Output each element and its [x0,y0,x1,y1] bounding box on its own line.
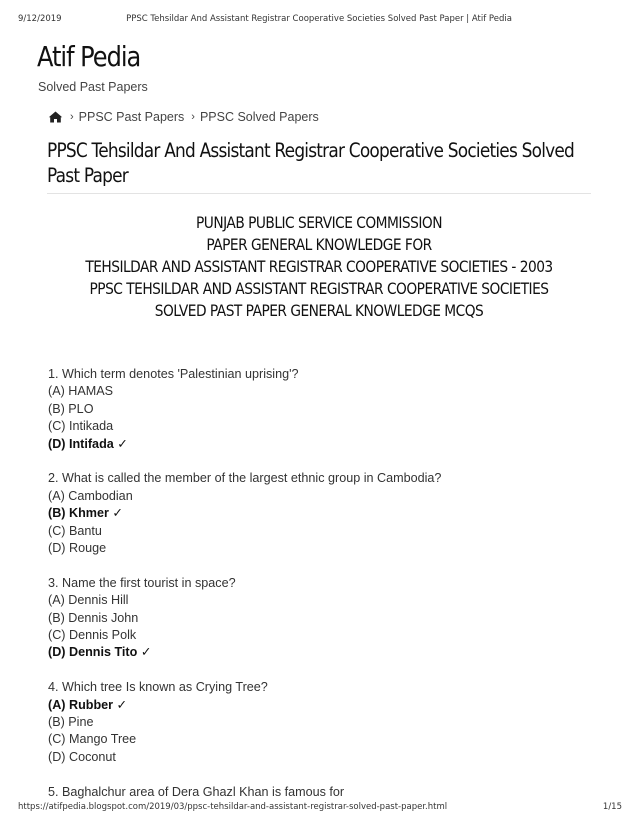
breadcrumb-ppsc-past-papers[interactable]: PPSC Past Papers [78,110,185,124]
answer-option: (B) Pine [48,715,94,730]
mcq-list [48,366,608,818]
breadcrumb-separator: › [191,111,195,123]
question-text: 5. Baghalchur area of Dera Ghazl Khan is famous for [48,784,345,799]
correct-answer-option: (D) Dennis Tito ✓ [48,645,152,660]
print-page-number: 1/15 [602,802,622,812]
heading-line: PAPER GENERAL KNOWLEDGE FOR [206,235,432,254]
answer-option: (D) Coconut [48,749,116,764]
breadcrumb-ppsc-solved-papers[interactable]: PPSC Solved Papers [199,110,319,124]
heading-line: TEHSILDAR AND ASSISTANT REGISTRAR COOPERATIVE SOCIETIES - 2003 [85,257,553,276]
answer-option: (C) Bantu [48,523,102,538]
mcq-item [48,470,608,557]
mcq-item [48,366,608,453]
heading-line: SOLVED PAST PAPER GENERAL KNOWLEDGE MCQS [154,301,484,320]
title-divider [47,193,591,194]
print-page-title: PPSC Tehsildar And Assistant Registrar Cooperative Societies Solved Past Paper | Atif Pedia [126,14,512,24]
answer-option: (B) Dennis John [48,610,139,625]
answer-option: (A) Cambodian [48,488,133,503]
site-title[interactable]: Atif Pedia [37,40,141,73]
post-title: PPSC Tehsildar And Assistant Registrar Cooperative Societies Solved Past Paper [47,139,575,187]
home-icon[interactable] [48,111,63,123]
mcq-item [48,679,608,766]
question-text: 1. Which term denotes 'Palestinian uprising'? [48,367,299,381]
print-url: https://atifpedia.blogspot.com/2019/03/ppsc-tehsildar-and-assistant-registrar-solved-past-paper.html [18,802,448,812]
question-text: 3. Name the first tourist in space? [48,575,236,590]
heading-line: PUNJAB PUBLIC SERVICE COMMISSION [196,213,442,232]
answer-option: (D) Rouge [48,541,107,556]
answer-option: (A) Dennis Hill [48,593,129,608]
print-date: 9/12/2019 [18,14,62,24]
answer-option: (C) Mango Tree [48,732,137,747]
site-tagline: Solved Past Papers [38,80,148,94]
mcq-item [48,575,608,662]
mcq-item [48,784,608,801]
correct-answer-option: (B) Khmer ✓ [48,506,123,521]
heading-line: PPSC TEHSILDAR AND ASSISTANT REGISTRAR COOPERATIVE SOCIETIES [89,279,549,298]
breadcrumb-separator: › [70,111,74,123]
correct-answer-option: (D) Intifada ✓ [48,436,128,451]
paper-heading [0,212,638,322]
correct-answer-option: (A) Rubber ✓ [48,697,128,712]
answer-option: (A) HAMAS [48,384,114,399]
question-text: 2. What is called the member of the largest ethnic group in Cambodia? [48,471,442,486]
question-text: 4. Which tree Is known as Crying Tree? [48,680,268,695]
answer-option: (C) Intikada [48,419,114,434]
breadcrumb [48,110,319,124]
answer-option: (B) PLO [48,401,94,416]
answer-option: (C) Dennis Polk [48,628,137,643]
